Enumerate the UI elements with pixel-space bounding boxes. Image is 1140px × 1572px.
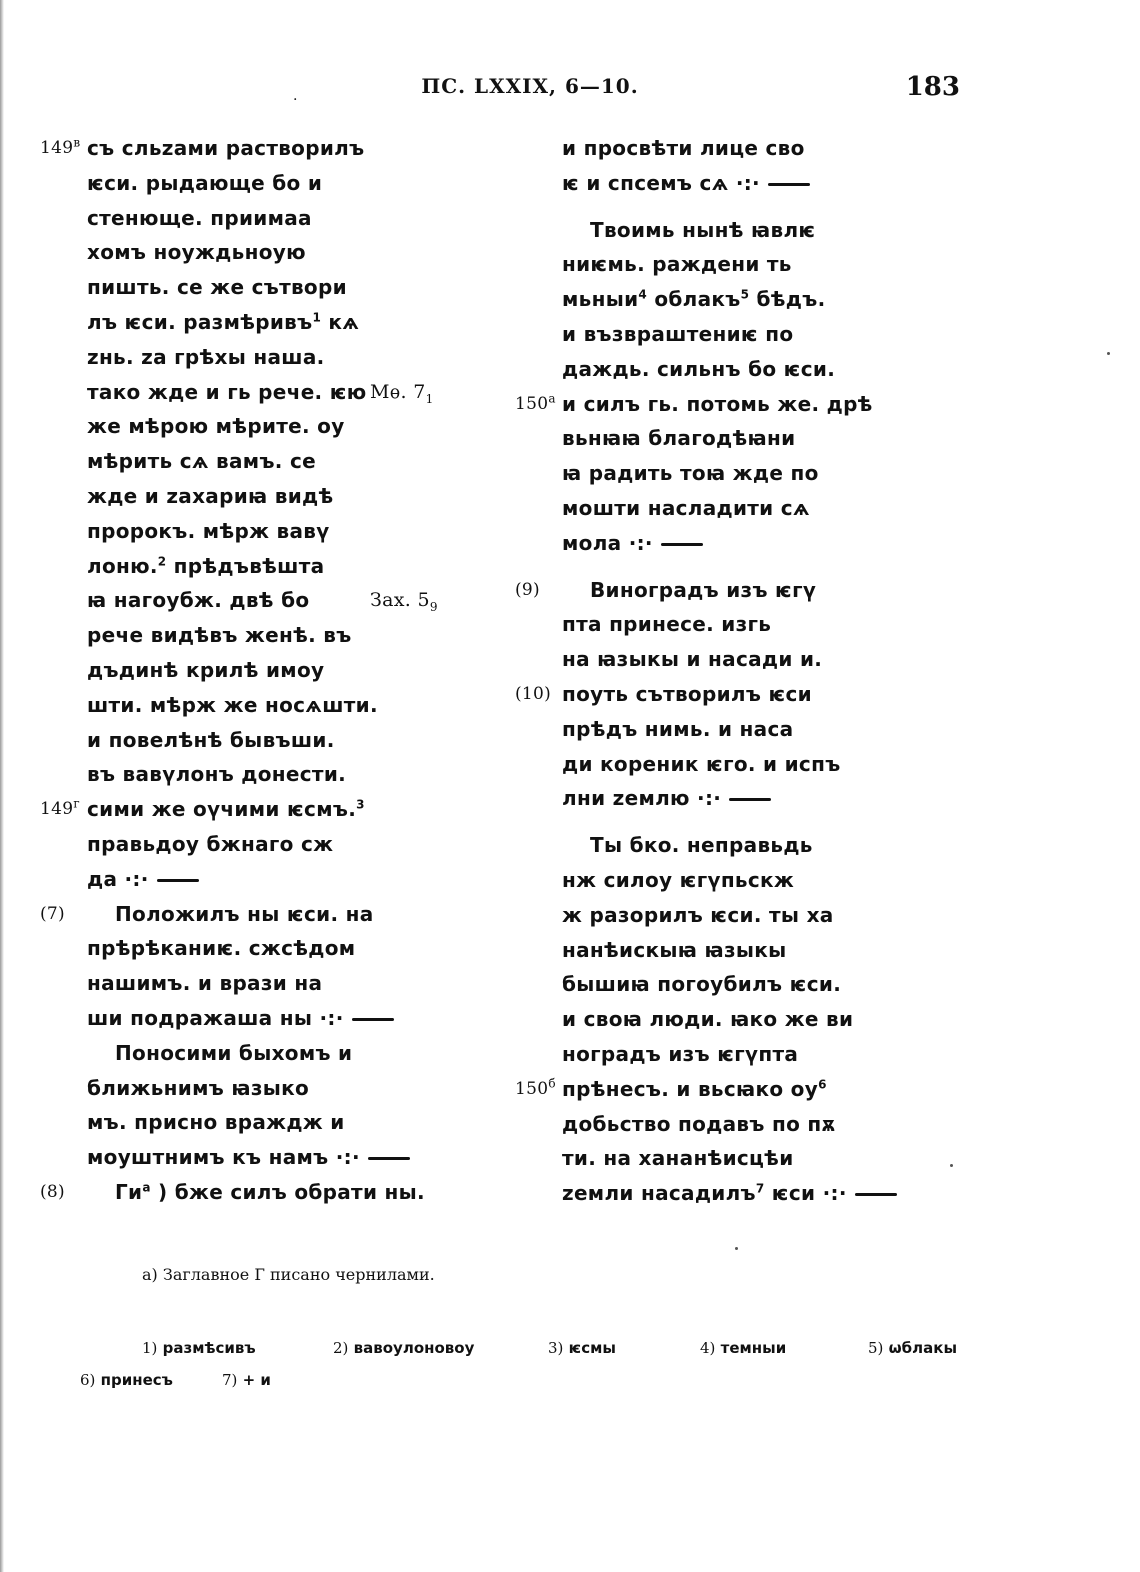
folio-letter: а bbox=[548, 390, 556, 405]
text-line bbox=[515, 526, 955, 561]
text-run: ѥси. рыдающе бо и bbox=[87, 170, 323, 195]
text-line bbox=[515, 491, 955, 526]
text-line bbox=[515, 317, 955, 352]
text-run: ) бже силъ обрати ны. bbox=[150, 1179, 425, 1204]
text-line bbox=[515, 1002, 955, 1037]
margin-reference: Мѳ. $7_1$ bbox=[370, 380, 434, 406]
text-run: мошти насладити сѧ bbox=[562, 495, 810, 520]
section-end-dots: ·:· bbox=[728, 170, 760, 195]
text-line bbox=[40, 583, 480, 618]
folio-marker: (8) bbox=[40, 1181, 65, 1202]
line-text bbox=[562, 1037, 798, 1072]
text-line bbox=[515, 1176, 955, 1211]
text-line bbox=[515, 166, 955, 201]
text-run: хомъ ноуждьноую bbox=[87, 240, 306, 265]
line-text bbox=[590, 573, 816, 608]
text-run: zнь. za грѣхы наша. bbox=[87, 344, 325, 369]
section-end-dots: ·:· bbox=[328, 1145, 360, 1170]
left-text-column bbox=[40, 131, 480, 1210]
text-run: даждь. сильнъ бо ѥси. bbox=[562, 356, 836, 381]
text-run: сими же оүчими ѥсмъ. bbox=[87, 797, 357, 822]
text-line bbox=[515, 456, 955, 491]
text-run: ж разорилъ ѥси. ты ха bbox=[562, 902, 834, 927]
variant-note: 4) темныи bbox=[700, 1339, 787, 1357]
text-run: бышиꙗ погоубилъ ѥси. bbox=[562, 972, 842, 997]
text-run: и своꙗ люди. ꙗко же ви bbox=[562, 1007, 854, 1032]
text-line bbox=[40, 479, 480, 514]
line-text bbox=[590, 213, 815, 248]
footnote-ref: 3 bbox=[356, 797, 365, 812]
text-run: кѧ bbox=[321, 309, 360, 334]
text-run: облакъ bbox=[647, 287, 741, 312]
text-line bbox=[40, 305, 480, 340]
text-run: мѣрить сѧ вамъ. се bbox=[87, 449, 316, 474]
line-text bbox=[87, 131, 364, 166]
section-end-line bbox=[157, 879, 199, 882]
text-line bbox=[515, 1107, 955, 1142]
running-header: ПС. LXXIX, 6—10. bbox=[421, 74, 639, 98]
text-run: ꙗ радить тоꙗ жде по bbox=[562, 461, 819, 486]
line-text bbox=[87, 792, 365, 827]
line-text bbox=[562, 1107, 836, 1142]
line-text bbox=[562, 967, 841, 1002]
folio-marker: (9) bbox=[515, 579, 540, 600]
paragraph-gap bbox=[515, 816, 955, 828]
text-line bbox=[40, 514, 480, 549]
text-run: ти. на хананѣисцѣи bbox=[562, 1146, 794, 1171]
text-run: нж силоу ѥгүпьскж bbox=[562, 867, 795, 892]
text-line bbox=[40, 827, 480, 862]
variant-note: 2) вавоулоновоу bbox=[333, 1339, 475, 1357]
text-line bbox=[515, 387, 955, 422]
text-line bbox=[40, 688, 480, 723]
text-run: правьдоу бжнаго сж bbox=[87, 831, 334, 856]
right-text-column bbox=[515, 131, 955, 1211]
scan-edge bbox=[0, 0, 4, 1572]
text-line bbox=[515, 828, 955, 863]
text-line bbox=[40, 931, 480, 966]
text-line bbox=[40, 340, 480, 375]
line-text bbox=[87, 1071, 309, 1106]
line-text bbox=[562, 526, 703, 561]
text-line bbox=[515, 247, 955, 282]
folio-marker: $150^б$ bbox=[515, 1076, 556, 1099]
footnote-ref: 6 bbox=[818, 1077, 827, 1092]
text-run: ѥси bbox=[764, 1181, 816, 1206]
text-run: Положилъ ны ѥси. на bbox=[115, 901, 374, 926]
text-run: нанѣискыꙗ ꙗзыкы bbox=[562, 937, 787, 962]
reference-verse: 1 bbox=[425, 391, 434, 406]
line-text bbox=[87, 688, 378, 723]
text-run: zемли насадилъ bbox=[562, 1181, 756, 1206]
line-text bbox=[562, 131, 805, 166]
folio-letter: в bbox=[73, 135, 81, 150]
line-text bbox=[87, 1105, 345, 1140]
text-line bbox=[515, 1037, 955, 1072]
text-run: Виноградъ изъ ѥгү bbox=[590, 577, 817, 602]
line-text bbox=[87, 201, 312, 236]
text-line bbox=[40, 1105, 480, 1140]
folio-letter: б bbox=[548, 1076, 556, 1091]
line-text bbox=[87, 235, 306, 270]
line-text bbox=[87, 340, 325, 375]
line-text bbox=[87, 444, 316, 479]
text-line bbox=[40, 444, 480, 479]
text-run: мола bbox=[562, 530, 622, 555]
text-line bbox=[40, 375, 480, 410]
section-end-line bbox=[352, 1018, 394, 1021]
text-run: пта принесе. изгь bbox=[562, 612, 772, 637]
text-line bbox=[515, 781, 955, 816]
text-run: Ты бко. неправьдь bbox=[590, 833, 813, 858]
section-end-line bbox=[855, 1193, 897, 1196]
line-text bbox=[87, 1001, 394, 1036]
line-text bbox=[87, 270, 347, 305]
text-run: прѣрѣканиѥ. сжсѣдом bbox=[87, 936, 356, 961]
line-text bbox=[87, 583, 309, 618]
text-line bbox=[40, 966, 480, 1001]
text-run: Поносими быхомъ и bbox=[115, 1040, 353, 1065]
text-run: и просвѣти лице сво bbox=[562, 136, 805, 160]
text-run: на ꙗзыкы и насади и. bbox=[562, 647, 823, 672]
text-run: и възвраштениѥ по bbox=[562, 321, 794, 346]
text-run: мъ. присно враждж и bbox=[87, 1110, 345, 1135]
text-line bbox=[515, 967, 955, 1002]
variant-note: 3) ѥсмы bbox=[548, 1339, 616, 1357]
text-line bbox=[515, 747, 955, 782]
text-line bbox=[40, 1001, 480, 1036]
folio-marker: $149^г$ bbox=[40, 796, 80, 820]
line-text bbox=[87, 549, 324, 584]
text-run: прѣдъвѣшта bbox=[166, 553, 325, 578]
footnote-ref: а bbox=[142, 1180, 151, 1195]
folio-marker: $150^а$ bbox=[515, 390, 556, 414]
text-run: прѣдъ нимь. и наса bbox=[562, 716, 794, 741]
text-run: рече видѣвъ женѣ. въ bbox=[87, 623, 352, 648]
text-run: ши подражаша ны bbox=[87, 1005, 313, 1030]
line-text bbox=[562, 387, 873, 422]
page-number: 183 bbox=[905, 72, 960, 102]
text-line bbox=[40, 723, 480, 758]
section-end-line bbox=[768, 183, 810, 186]
text-run: ꙗ нагоубж. двѣ бо bbox=[87, 588, 310, 613]
footnote-ref: 7 bbox=[755, 1181, 765, 1196]
line-text bbox=[562, 712, 793, 747]
text-line bbox=[40, 549, 480, 584]
line-text bbox=[562, 352, 835, 387]
line-text bbox=[87, 618, 352, 653]
text-run: шти. мѣрж же носѧшти. bbox=[87, 692, 378, 717]
line-text bbox=[562, 642, 822, 677]
line-text bbox=[87, 375, 367, 410]
section-end-dots: ·:· bbox=[689, 786, 722, 811]
line-text bbox=[87, 966, 322, 1001]
line-text bbox=[562, 898, 834, 933]
text-run: ѥ и спсемъ сѧ bbox=[562, 170, 729, 195]
line-text bbox=[87, 653, 324, 688]
section-end-line bbox=[368, 1157, 410, 1160]
text-run: пророкъ. мѣрж вавү bbox=[87, 518, 330, 543]
folio-letter: г bbox=[73, 796, 80, 811]
section-end-dots: ·:· bbox=[815, 1181, 847, 1206]
text-run: бѣдъ. bbox=[749, 287, 826, 312]
line-text bbox=[87, 166, 322, 201]
text-line bbox=[40, 131, 480, 166]
text-line bbox=[515, 712, 955, 747]
line-text bbox=[590, 828, 813, 863]
text-line bbox=[40, 409, 480, 444]
text-line bbox=[40, 897, 480, 932]
text-run: нашимъ. и врази на bbox=[87, 971, 323, 996]
text-line bbox=[40, 618, 480, 653]
reference-verse: 9 bbox=[429, 600, 438, 615]
line-text bbox=[562, 282, 826, 317]
text-run: ди кореник ѥго. и испъ bbox=[562, 751, 841, 776]
line-text bbox=[562, 677, 812, 712]
line-text bbox=[562, 607, 771, 642]
line-text bbox=[87, 723, 335, 758]
text-line bbox=[515, 1072, 955, 1107]
line-text bbox=[87, 862, 199, 897]
text-run: лъ ѥси. размѣривъ bbox=[87, 309, 313, 334]
editorial-footnote: а) Заглавное Г писано чернилами. bbox=[142, 1265, 435, 1284]
variant-note: 7) + и bbox=[222, 1371, 271, 1389]
footnote-ref: 5 bbox=[740, 287, 750, 302]
line-text bbox=[115, 1175, 425, 1210]
line-text bbox=[115, 897, 374, 932]
text-run: тако жде и гь рече. ѥю bbox=[87, 379, 367, 404]
section-end-dots: ·:· bbox=[117, 866, 149, 891]
text-line bbox=[40, 166, 480, 201]
text-run: да bbox=[87, 866, 118, 891]
line-text bbox=[562, 1141, 794, 1176]
text-line bbox=[40, 201, 480, 236]
text-run: стенюще. приимаа bbox=[87, 205, 312, 230]
text-line bbox=[515, 352, 955, 387]
section-end-dots: ·:· bbox=[312, 1005, 344, 1030]
text-line bbox=[515, 573, 955, 608]
footnote-ref: 1 bbox=[312, 310, 322, 325]
variant-note: 5) ѡблакы bbox=[868, 1339, 958, 1357]
text-run: ближьнимъ ꙗзыко bbox=[87, 1075, 310, 1100]
folio-marker: $149^в$ bbox=[40, 135, 81, 158]
line-text bbox=[87, 305, 359, 340]
text-run: жде и zахариꙗ видѣ bbox=[87, 483, 334, 508]
text-line bbox=[40, 235, 480, 270]
text-run: въ вавүлонъ донести. bbox=[87, 762, 347, 787]
variant-note: 6) принесъ bbox=[80, 1371, 173, 1389]
text-line bbox=[40, 1175, 480, 1210]
text-line bbox=[40, 757, 480, 792]
line-text bbox=[87, 757, 346, 792]
margin-reference: Зах. $5_9$ bbox=[370, 589, 438, 615]
section-end-dots: ·:· bbox=[621, 530, 653, 555]
text-line bbox=[40, 1140, 480, 1175]
line-text bbox=[562, 781, 771, 816]
paragraph-gap bbox=[515, 201, 955, 213]
line-text bbox=[562, 421, 795, 456]
folio-marker: (7) bbox=[40, 903, 65, 924]
text-run: лоню. bbox=[87, 553, 158, 578]
text-run: Ги bbox=[115, 1179, 143, 1204]
text-line bbox=[40, 1036, 480, 1071]
text-run: дъдинѣ крилѣ имоу bbox=[87, 657, 325, 682]
text-run: съ сльzами растворилъ bbox=[87, 136, 365, 160]
text-line bbox=[515, 898, 955, 933]
footnote-ref: 2 bbox=[157, 553, 167, 568]
section-end-line bbox=[729, 798, 771, 801]
line-text bbox=[562, 247, 792, 282]
text-run: лни zемлю bbox=[562, 786, 690, 811]
line-text bbox=[87, 1140, 410, 1175]
line-text bbox=[87, 409, 345, 444]
text-run: ниѥмь. раждени ть bbox=[562, 252, 792, 277]
line-text bbox=[562, 1176, 897, 1211]
text-run: моуштнимъ къ намъ bbox=[87, 1145, 329, 1170]
line-text bbox=[562, 317, 793, 352]
text-run: пишть. се же сътвори bbox=[87, 275, 347, 300]
line-text bbox=[562, 1002, 853, 1037]
section-end-line bbox=[661, 543, 703, 546]
text-line bbox=[515, 933, 955, 968]
text-line bbox=[515, 421, 955, 456]
speck bbox=[735, 1247, 738, 1250]
text-line bbox=[40, 270, 480, 305]
text-run: прѣнесъ. bbox=[562, 1076, 670, 1101]
text-line bbox=[515, 677, 955, 712]
text-line bbox=[40, 653, 480, 688]
line-text bbox=[562, 747, 841, 782]
text-line bbox=[515, 863, 955, 898]
line-text bbox=[562, 863, 794, 898]
text-run: мьныи bbox=[562, 287, 639, 312]
line-text bbox=[562, 166, 810, 201]
stray-mark: . bbox=[293, 88, 298, 104]
text-line bbox=[515, 1141, 955, 1176]
line-text bbox=[562, 456, 819, 491]
line-text bbox=[87, 931, 355, 966]
text-run: ноградъ изъ ѥгүпта bbox=[562, 1041, 799, 1066]
text-line bbox=[40, 1071, 480, 1106]
text-run: и вьсꙗко оу bbox=[669, 1076, 819, 1101]
footnote-ref: 4 bbox=[638, 287, 648, 302]
text-run: и повелѣнѣ бывъши. bbox=[87, 727, 335, 752]
text-line bbox=[515, 642, 955, 677]
text-line bbox=[40, 792, 480, 827]
folio-marker: (10) bbox=[515, 683, 552, 704]
line-text bbox=[562, 933, 787, 968]
line-text bbox=[87, 827, 333, 862]
line-text bbox=[87, 514, 330, 549]
text-run: же мѣрою мѣрите. оу bbox=[87, 414, 345, 439]
text-line bbox=[515, 282, 955, 317]
variant-note: 1) размѣсивъ bbox=[142, 1339, 256, 1357]
text-run: поуть сътворилъ ѥси bbox=[562, 681, 812, 706]
text-run: добьство подавъ по пѫ bbox=[562, 1111, 836, 1136]
line-text bbox=[562, 491, 810, 526]
text-line bbox=[515, 607, 955, 642]
text-run: и силъ гь. потомь же. дрѣ bbox=[562, 391, 873, 416]
speck bbox=[1107, 352, 1110, 355]
line-text bbox=[87, 479, 334, 514]
paragraph-gap bbox=[515, 561, 955, 573]
line-text bbox=[562, 1072, 827, 1107]
line-text bbox=[115, 1036, 352, 1071]
text-line bbox=[515, 131, 955, 166]
text-line bbox=[515, 213, 955, 248]
text-line bbox=[40, 862, 480, 897]
text-run: вьнꙗꙗ благодѣꙗни bbox=[562, 426, 796, 451]
text-run: Твоимь нынѣ ꙗвлѥ bbox=[590, 217, 816, 242]
